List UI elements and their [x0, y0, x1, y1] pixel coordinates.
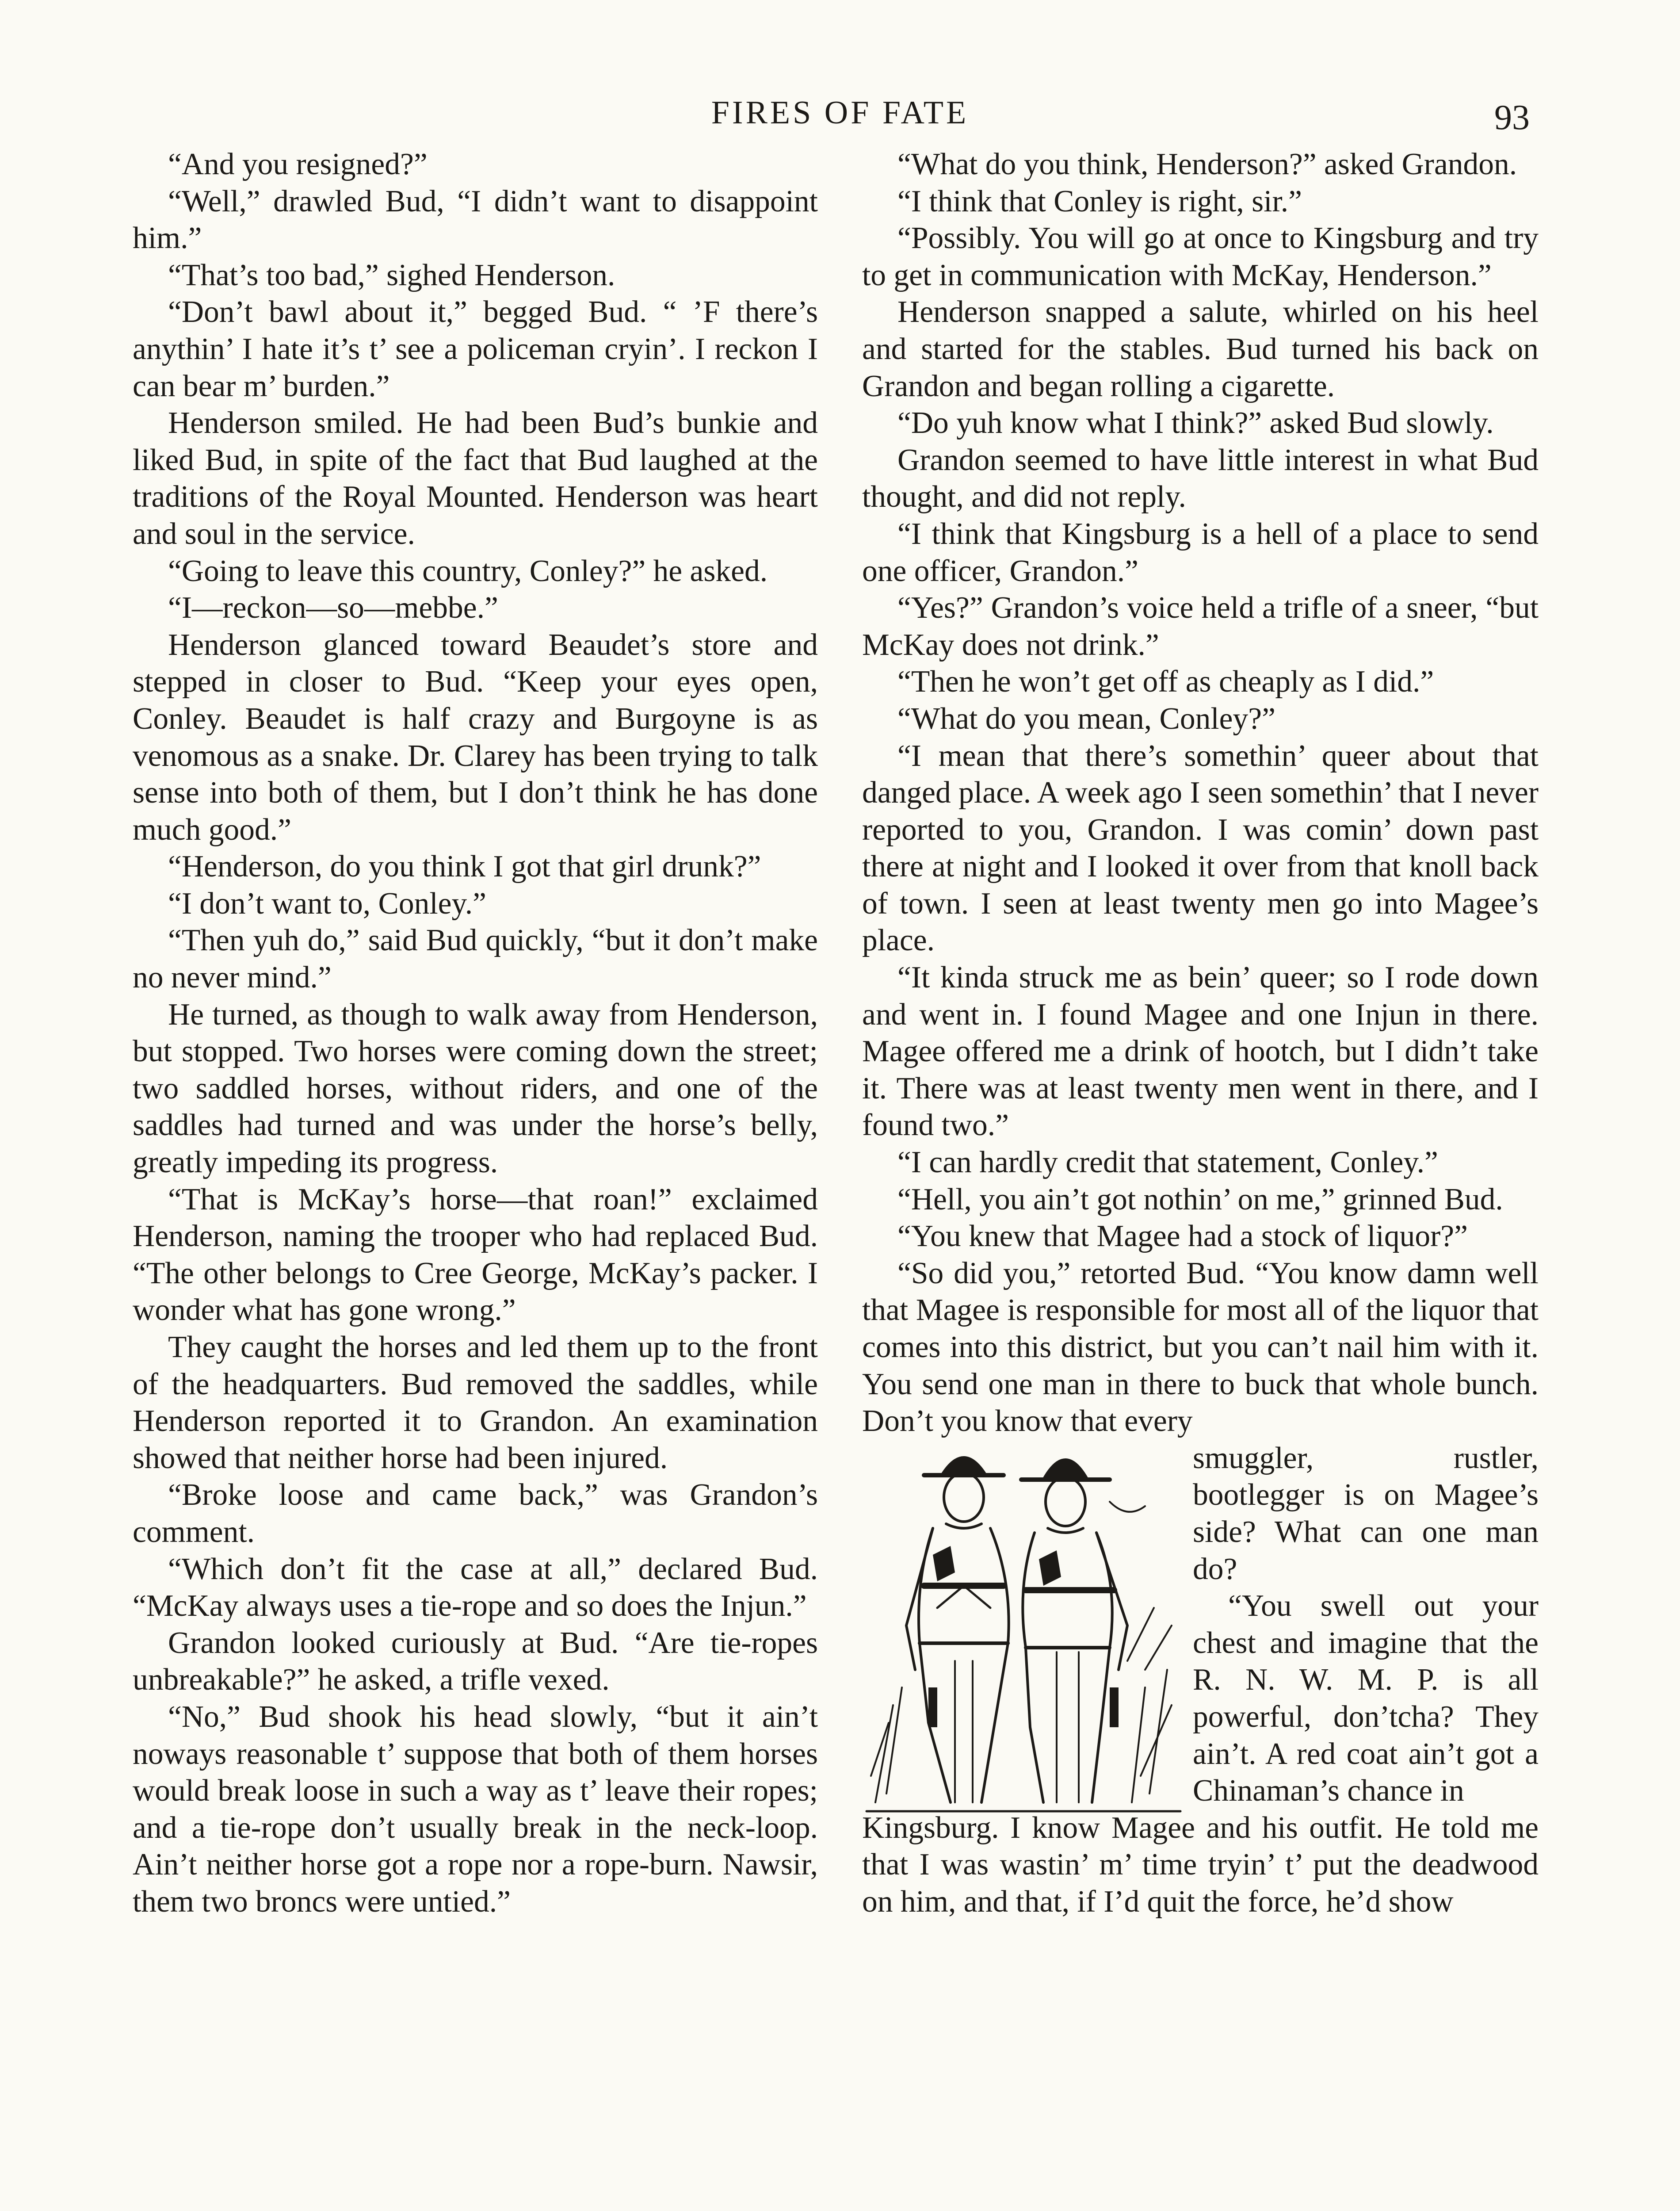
illustration-wrap: [862, 1440, 1539, 1809]
paragraph: “Hell, you ain’t got nothin’ on me,” grinned Bud.: [897, 1182, 1503, 1216]
paragraph: “And you resigned?”: [168, 147, 428, 181]
paragraph: “Broke loose and came back,” was Grandon’s comment.: [133, 1478, 818, 1549]
paragraph: “That is McKay’s horse—that roan!” exclaimed Henderson, naming the trooper who had replaced Bud. “The other belongs to Cree George, McKay’s packer. I wonder what has gone wrong.”: [133, 1182, 818, 1327]
paragraph: “You knew that Magee had a stock of liquor?”: [897, 1219, 1468, 1254]
paragraph: Henderson snapped a salute, whirled on his heel and started for the stables. Bud turned his back on Grandon and began rolling a cigarette.: [862, 295, 1539, 403]
paragraph: “I can hardly credit that statement, Conley.”: [897, 1145, 1438, 1180]
paragraph: “I think that Kingsburg is a hell of a place to send one officer, Grandon.”: [862, 516, 1539, 588]
paragraph: “It kinda struck me as bein’ queer; so I rode down and went in. I found Magee and one Injun in there. Magee offered me a drink of hootch, but I didn’t take it. There was at least twenty men went in there, and I found two.”: [862, 960, 1539, 1143]
paragraph: “Which don’t fit the case at all,” declared Bud. “McKay always uses a tie-rope and so does the Injun.”: [133, 1552, 818, 1623]
paragraph: “No,” Bud shook his head slowly, “but it ain’t noways reasonable t’ suppose that both of them horses would break loose in such a way as t’ leave their ropes; and a tie-rope don’t usually break in the neck-loop. Ain’t neither horse got a rope nor a rope-burn. Nawsir, them two broncs were untied.”: [133, 1699, 818, 1919]
wrapped-text: [1193, 1440, 1539, 1809]
paragraph: “I mean that there’s somethin’ queer about that danged place. A week ago I seen somethin’ that I never reported to you, Grandon. I was comin’ down past there at night and I looked it over from that knoll back of town. I seen at least twenty men go into Magee’s place.: [862, 738, 1539, 958]
paragraph: Kingsburg. I know Magee and his outfit. He told me that I was wastin’ m’ time tryin’ t’ put the deadwood on him, and that, if I’d quit the force, he’d show: [862, 1810, 1539, 1919]
page-number: 93: [1494, 98, 1530, 137]
paragraph: Grandon looked curiously at Bud. “Are tie-ropes unbreakable?” he asked, a trifle vexed.: [133, 1626, 818, 1697]
paragraph: “I think that Conley is right, sir.”: [897, 184, 1302, 218]
paragraph: “Then he won’t get off as cheaply as I did.”: [897, 665, 1434, 699]
paragraph: He turned, as though to walk away from Henderson, but stopped. Two horses were coming down the street; two saddled horses, without riders, and one of the saddles had turned and was under the horse’s belly, greatly impeding its progress.: [133, 997, 818, 1180]
paragraph: “That’s too bad,” sighed Henderson.: [168, 258, 615, 292]
paragraph: “Do yuh know what I think?” asked Bud slowly.: [897, 406, 1494, 440]
paragraph: “What do you think, Henderson?” asked Grandon.: [897, 147, 1517, 181]
paragraph: “What do you mean, Conley?”: [897, 701, 1275, 736]
paragraph: “Going to leave this country, Conley?” he asked.: [168, 554, 768, 588]
left-column: [133, 146, 818, 1920]
running-head: FIRES OF FATE: [711, 95, 969, 131]
paragraph: “Yes?” Grandon’s voice held a trifle of a sneer, “but McKay does not drink.”: [862, 591, 1539, 662]
right-column: [862, 146, 1539, 1920]
paragraph: “So did you,” retorted Bud. “You know damn well that Magee is responsible for most all of the liquor that comes into this district, but you can’t nail him with it. You send one man in there to buck that whole bunch. Don’t you know that every: [862, 1256, 1539, 1438]
paragraph: smuggler, rustler, bootlegger is on Magee’s side? What can one man do?: [1193, 1441, 1539, 1586]
paragraph: “Possibly. You will go at once to Kingsburg and try to get in communication with McKay, Henderson.”: [862, 221, 1539, 292]
paragraph: “Don’t bawl about it,” begged Bud. “ ’F there’s anythin’ I hate it’s t’ see a policeman cryin’. I reckon I can bear m’ burden.”: [133, 295, 818, 403]
paragraph: “I don’t want to, Conley.”: [168, 886, 486, 921]
paragraph: “Henderson, do you think I got that girl drunk?”: [168, 849, 761, 884]
paragraph: “Then yuh do,” said Bud quickly, “but it don’t make no never mind.”: [133, 923, 818, 995]
paragraph: Henderson glanced toward Beaudet’s store and stepped in closer to Bud. “Keep your eyes open, Conley. Beaudet is half crazy and Burgoyne is as venomous as a snake. Dr. Clarey has been trying to talk sense into both of them, but I don’t think he has done much good.”: [133, 627, 818, 847]
paragraph: “Well,” drawled Bud, “I didn’t want to disappoint him.”: [133, 184, 818, 256]
paragraph: They caught the horses and led them up to the front of the headquarters. Bud removed the saddles, while Henderson reported it to Grandon. An examination showed that neither horse had been injured.: [133, 1330, 818, 1475]
mounties-illustration: [862, 1440, 1185, 1820]
paragraph: “I—reckon—so—mebbe.”: [168, 591, 498, 625]
paragraph: “You swell out your chest and imagine that the R. N. W. M. P. is all powerful, don’tcha? They ain’t. A red coat ain’t got a Chinaman’s chance in: [1193, 1589, 1539, 1808]
paragraph: Henderson smiled. He had been Bud’s bunkie and liked Bud, in spite of the fact that Bud laughed at the traditions of the Royal Mounted. Henderson was heart and soul in the service.: [133, 406, 818, 551]
paragraph: Grandon seemed to have little interest in what Bud thought, and did not reply.: [862, 443, 1539, 514]
